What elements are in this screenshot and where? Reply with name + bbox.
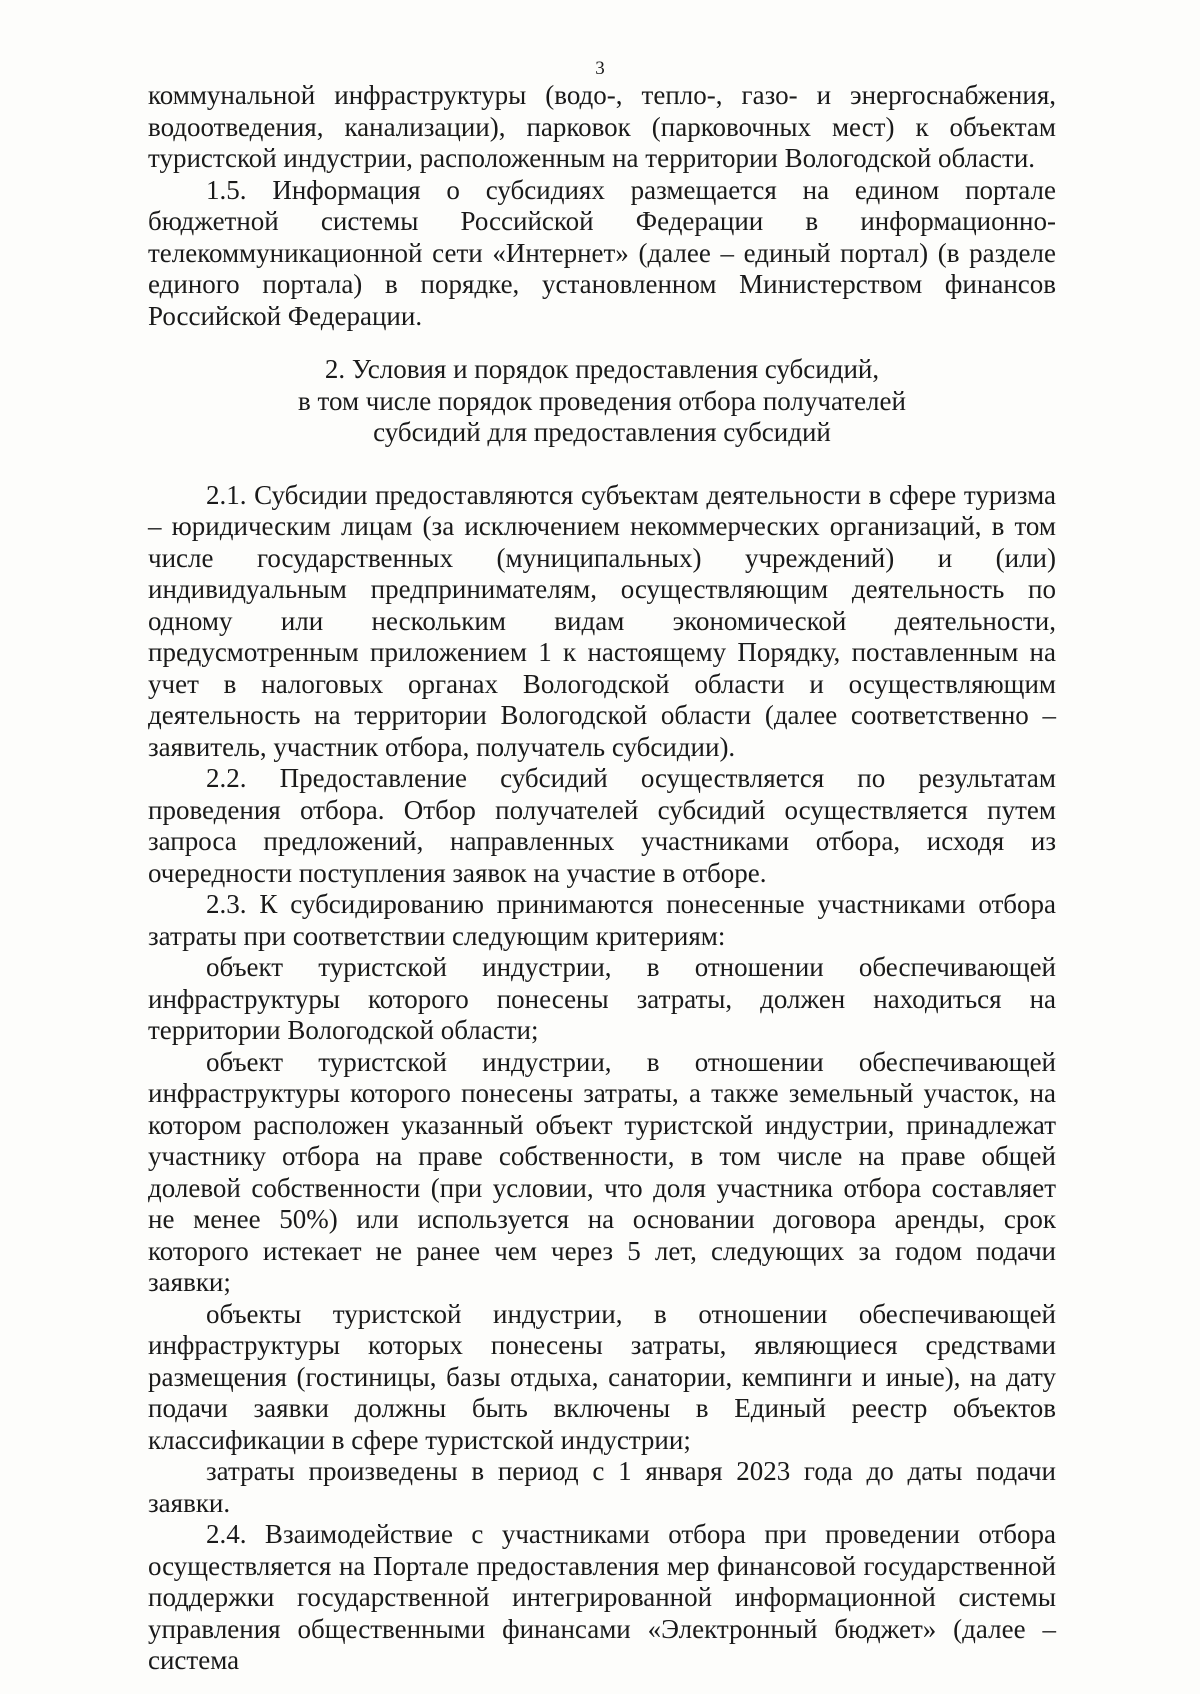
criterion-4: затраты произведены в период с 1 января 2023 года до даты подачи заявки.	[148, 1456, 1056, 1518]
heading-line-1: 2. Условия и порядок предоставления субсидий,	[324, 354, 880, 384]
page-number: 3	[595, 58, 605, 79]
paragraph-2-2: 2.2. Предоставление субсидий осуществляется по результатам проведения отбора. Отбор получателей субсидий осуществляется путем запроса предложений, направленных участниками отбора, исходя из очередности поступления заявок на участие в отборе.	[148, 763, 1056, 888]
paragraph-continued: коммунальной инфраструктуры (водо-, тепло-, газо- и энергоснабжения, водоотведения, канализации), парковок (парковочных мест) к объектам туристской индустрии, расположенным на территории Вологодской области.	[148, 80, 1056, 173]
criterion-3: объекты туристской индустрии, в отношении обеспечивающей инфраструктуры которых понесены затраты, являющиеся средствами размещения (гостиницы, базы отдыха, санатории, кемпинги и иные), на дату подачи заявки должны быть включены в Единый реестр объектов классификации в сфере туристской индустрии;	[148, 1298, 1056, 1455]
paragraph-2-3: 2.3. К субсидированию принимаются понесенные участниками отбора затраты при соответствии следующим критериям:	[148, 889, 1056, 951]
paragraph-2-1: 2.1. Субсидии предоставляются субъектам деятельности в сфере туризма – юридическим лицам (за исключением некоммерческих организаций, в том числе государственных (муниципальных) учреждений) и (или) индивидуальным предпринимателям, осуществляющим деятельность по одному или нескольким видам экономической деятельности, предусмотренным приложением 1 к настоящему Порядку, поставленным на учет в налоговых органах Вологодской области и осуществляющим деятельность на территории Вологодской области (далее соответственно – заявитель, участник отбора, получатель субсидии).	[148, 479, 1056, 762]
document-body	[148, 80, 1056, 1677]
criterion-1: объект туристской индустрии, в отношении обеспечивающей инфраструктуры которого понесены затраты, должен находиться на территории Вологодской области;	[148, 952, 1056, 1045]
section-heading-2	[148, 354, 1056, 449]
heading-line-3: субсидий для предоставления субсидий	[373, 417, 831, 447]
heading-line-2: в том числе порядок проведения отбора получателей	[298, 385, 906, 416]
paragraph-1-5: 1.5. Информация о субсидиях размещается на едином портале бюджетной системы Российской Федерации в информационно-телекоммуникационной сети «Интернет» (далее – единый портал) (в разделе единого портала) в порядке, установленном Министерством финансов Российской Федерации.	[148, 174, 1056, 331]
criterion-2: объект туристской индустрии, в отношении обеспечивающей инфраструктуры которого понесены затраты, а также земельный участок, на котором расположен указанный объект туристской индустрии, принадлежат участнику отбора на праве собственности, в том числе на праве общей долевой собственности (при условии, что доля участника отбора составляет не менее 50%) или используется на основании договора аренды, срок которого истекает не ранее чем через 5 лет, следующих за годом подачи заявки;	[148, 1046, 1056, 1297]
paragraph-2-4: 2.4. Взаимодействие с участниками отбора при проведении отбора осуществляется на Портале предоставления мер финансовой государственной поддержки государственной интегрированной информационной системы управления общественными финансами «Электронный бюджет» (далее – система	[148, 1519, 1056, 1675]
